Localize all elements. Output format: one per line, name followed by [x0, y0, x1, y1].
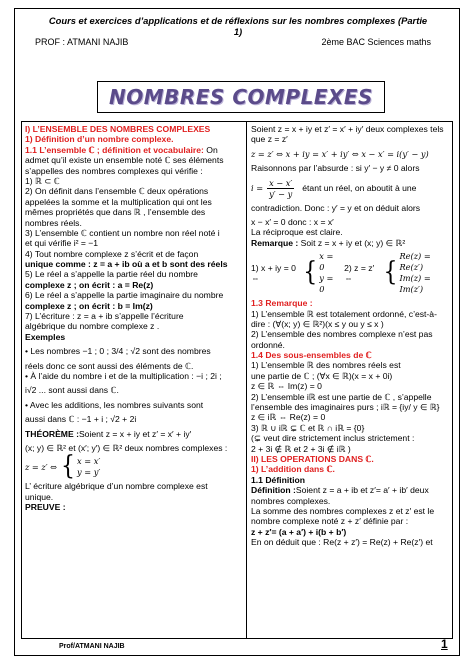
text-line: admet qu’il existe un ensemble noté ℂ ses éléments [25, 155, 224, 166]
text-line: 1) L’ensemble ℝ des nombres réels est [251, 360, 401, 371]
fraction-line [251, 178, 449, 199]
math-line: z = z′ ⇔ x + iy = x′ + iy′ ⇔ x − x′ = i(y′ − y) [251, 148, 429, 159]
subsection-heading: 1.1 L’ensemble ℂ ; définition et vocabulaire: [25, 144, 204, 155]
text-line: aussi dans ℂ : −1 + i ; √2 + 2i [25, 414, 137, 425]
text-line: une partie de ℂ ; (∀x ∈ ℝ)(x = x + 0i) [251, 370, 393, 381]
text-fragment: On [203, 144, 218, 155]
content-columns [21, 121, 453, 639]
equation-line: x = 0 [319, 251, 334, 273]
equivalence-system [25, 451, 243, 482]
text-line: i√2 ... sont aussi dans ℂ. [25, 385, 119, 396]
text-line: • Les nombres −1 ; 0 ; 3/4 ; √2 sont des nombres [25, 346, 211, 357]
subsection-heading: 1.3 Remarque : [251, 298, 313, 309]
theorem-label: THÉORÈME : [25, 428, 79, 439]
brace-symbol: { [383, 257, 398, 288]
equation-line: Re(z) = Re(z′) [399, 251, 431, 273]
equation-stack [319, 251, 338, 295]
text-line: complexe z ; on écrit : a = Re(z) [25, 279, 154, 290]
equation-lhs: z = z′ ⇔ [25, 462, 58, 473]
text-fragment: Soient z = x + iy et z′ = x′ + iy′ [78, 428, 192, 439]
text-line: appelées la somme et la multiplication qui ont les [25, 196, 212, 207]
right-column [251, 124, 449, 548]
header-class: 2ème BAC Sciences maths [321, 37, 431, 47]
equation-lhs: 1) x + iy = 0 ⇔ [251, 262, 296, 284]
text-line: algébrique du nombre complexe z . [25, 321, 160, 332]
text-line: z + z′= (a + a′) + i(b + b′) [251, 526, 347, 537]
text-line: 4) Tout nombre complexe z s’écrit et de façon [25, 248, 199, 259]
text-line [251, 238, 449, 248]
equation-stack [77, 456, 100, 478]
text-line: • Avec les additions, les nombres suivants sont [25, 399, 204, 410]
equation-line: Im(z) = Im(z′) [399, 273, 431, 295]
subsection-heading: 1) Définition d’un nombre complexe. [25, 134, 174, 145]
definition-label: Définition : [251, 485, 296, 496]
subsection-heading: 1) L’addition dans ℂ. [251, 464, 335, 475]
fraction [267, 178, 294, 199]
text-line: 2) L’ensemble iℝ est une partie de ℂ , s’appelle [251, 391, 432, 402]
text-line: l’ensemble des imaginaires purs ; iℝ = {iy/ y ∈ ℝ} [251, 402, 440, 413]
equation-stack [400, 251, 449, 295]
section-heading: I) L’ENSEMBLE DES NOMBRES COMPLEXES [25, 124, 211, 134]
page-frame [14, 8, 460, 656]
text-line: unique comme : z = a + ib où a et b sont des réels [25, 259, 228, 270]
text-line: x − x′ = 0 donc : x = x′ [251, 216, 334, 227]
text-line: s’appelles des nombres complexes qui vérifie : [25, 165, 203, 176]
text-line: z ∈ ℝ ⇔ Im(z) = 0 [251, 381, 322, 392]
text-line: 2) L’ensemble des nombres complexe n’est pas [251, 329, 433, 340]
text-line: (x; y) ∈ ℝ² et (x′; y′) ∈ ℝ² deux nombres complexes : [25, 442, 228, 453]
text-fragment: étant un réel, on aboutit à une [302, 182, 417, 193]
text-line: 2) On définit dans l’ensemble ℂ deux opérations [25, 186, 209, 197]
text-line: contradiction. Donc : y′ = y et on déduit alors [251, 202, 421, 213]
text-line: La réciproque est claire. [251, 227, 343, 238]
document-header-title: Cours et exercices d’applications et de réflexions sur les nombres complexes (Partie 1) [48, 15, 428, 38]
text-line: complexe z ; on écrit : b = Im(z) [25, 300, 153, 311]
remark-label: Remarque : [251, 237, 299, 248]
fraction-denominator: y′ − y [269, 188, 293, 199]
footer-author: Prof/ATMANI NAJIB [59, 643, 125, 650]
text-fragment: Soit z = x + iy et (x; y) ∈ ℝ² [298, 237, 406, 248]
text-line: • À l’aide du nombre i et de la multiplication : −i ; 2i ; [25, 370, 222, 381]
text-line: réels donc ce sont aussi des éléments de ℂ. [25, 360, 194, 371]
column-divider [246, 122, 247, 638]
text-line: nombres complexes. [251, 495, 331, 506]
text-line: mêmes propriétés que dans ℝ , l’ensemble des [25, 207, 206, 218]
text-line: 3) L’ensemble ℂ contient un nombre non réel noté i [25, 227, 220, 238]
text-line: 7) L’écriture : z = a + ib s’appelle l’écriture [25, 311, 184, 322]
proof-heading: PREUVE : [25, 502, 66, 513]
text-fragment: Soient z = a + ib et z′= a′ + ib′ deux [295, 485, 429, 496]
equation-line: y = 0 [319, 273, 334, 295]
text-line: dire : (∀(x; y) ∈ ℝ²)(x ≤ y ou y ≤ x ) [251, 318, 384, 329]
header-author: PROF : ATMANI NAJIB [35, 37, 129, 47]
text-line [25, 145, 243, 155]
text-line: unique. [25, 491, 54, 502]
text-line: ordonné. [251, 339, 285, 350]
text-line [25, 429, 243, 439]
text-line: (⊊ veut dire strictement inclus strictement : [251, 433, 415, 444]
brace-symbol: { [303, 257, 318, 288]
fraction-lhs: i = [251, 183, 264, 194]
text-line: et qui vérifie i² = −1 [25, 238, 99, 249]
text-line: 3) ℝ ∪ iℝ ⊊ ℂ et ℝ ∩ iℝ = {0} [251, 422, 365, 433]
definition-heading: 1.1 Définition [251, 474, 305, 485]
text-line: z ∈ iℝ ⇔ Re(z) = 0 [251, 412, 326, 423]
remark-systems [251, 251, 449, 295]
fraction-numerator: x − x′ [269, 177, 293, 188]
main-title: NOMBRES COMPLEXES [109, 85, 373, 109]
text-line: Soient z = x + iy et z′ = x′ + iy′ deux complexes tels [251, 124, 444, 134]
text-line: Raisonnons par l’absurde : si y′ − y ≠ 0 alors [251, 163, 420, 174]
text-line: 6) Le réel a s’appelle la partie imaginaire du nombre [25, 290, 224, 301]
text-line: 5) Le réel a s’appelle la partie réel du nombre [25, 269, 198, 280]
text-line: 1) L’ensemble ℝ est totalement ordonné, c’est-à- [251, 308, 437, 319]
text-line: L’ écriture algébrique d’un nombre complexe est [25, 481, 208, 492]
equation-lhs: 2) z = z′ ⇔ [344, 262, 375, 284]
subsection-heading: 1.4 Des sous-ensembles de ℂ [251, 350, 372, 361]
text-line: En on déduit que : Re(z + z′) = Re(z) + Re(z′) et [251, 537, 433, 548]
text-line: nombre complexe noté z + z′ définie par : [251, 516, 409, 527]
equation-line: y = y′ [77, 467, 101, 478]
text-line: nombres réels. [25, 217, 82, 228]
text-line: La somme des nombres complexes z et z′ est le [251, 505, 435, 516]
examples-heading: Exemples [25, 331, 66, 342]
page-number: 1 [441, 637, 448, 651]
brace-symbol: { [61, 451, 76, 482]
text-line: que z = z′ [251, 134, 288, 145]
section-heading: II) LES OPERATIONS DANS ℂ. [251, 453, 374, 464]
text-line: 1) ℝ ⊂ ℂ [25, 175, 60, 186]
text-line: 2 + 3i ∉ ℝ et 2 + 3i ∉ iℝ ) [251, 443, 351, 454]
main-title-box [97, 81, 385, 113]
left-column [25, 124, 243, 513]
equation-line: x = x′ [77, 456, 101, 467]
text-line [251, 485, 449, 495]
